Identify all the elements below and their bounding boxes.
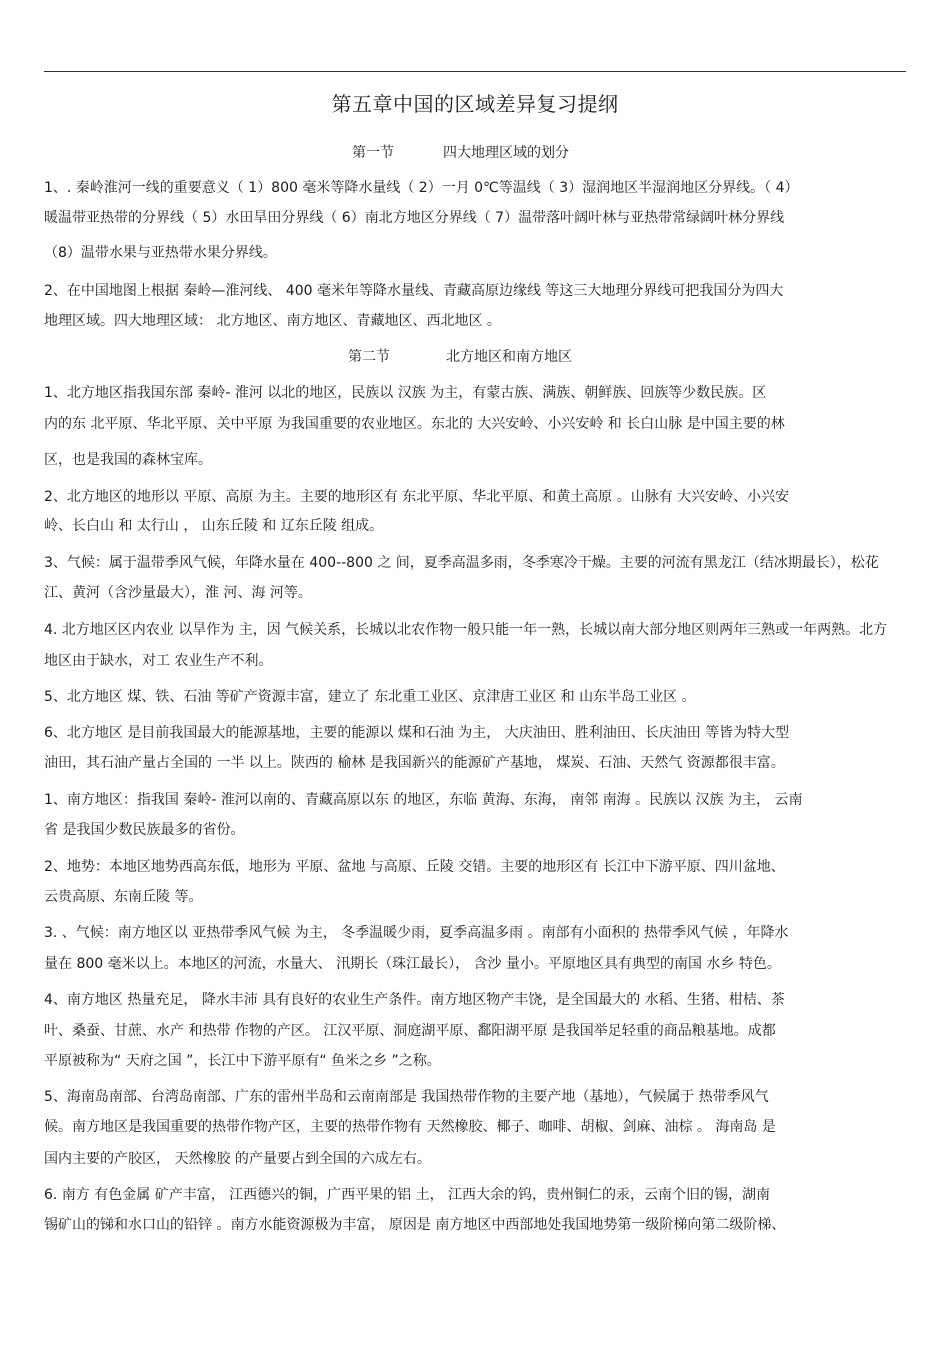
text-line: 国内主要的产胶区， 天然橡胶 的产量要占到全国的六成左右。 — [44, 1151, 431, 1167]
text-line: 2、北方地区的地形以 平原、高原 为主。主要的地形区有 东北平原、华北平原、和黄土高原 。山脉有 大兴安岭、小兴安 — [44, 489, 790, 505]
text-line: 4、南方地区 热量充足， 降水丰沛 具有良好的农业生产条件。南方地区物产丰饶，是全国最大的 水稻、生猪、柑桔、茶 — [44, 992, 785, 1008]
text-line: 省 是我国少数民族最多的省份。 — [44, 822, 245, 838]
text-line: 地区由于缺水，对工 农业生产不利。 — [44, 653, 273, 669]
text-line: 4. 北方地区区内农业 以旱作为 主，因 气候关系，长城以北农作物一般只能一年一熟，长城以南大部分地区则两年三熟或一年两熟。北方 — [44, 622, 888, 638]
text-line: 5、北方地区 煤、铁、石油 等矿产资源丰富，建立了 东北重工业区、京津唐工业区 和 山东半岛工业区 。 — [44, 689, 696, 705]
text-line: 岭、长白山 和 太行山 ， 山东丘陵 和 辽东丘陵 组成。 — [44, 518, 384, 534]
text-line: 江、黄河（含沙量最大），淮 河、海 河等。 — [44, 585, 312, 601]
text-line: 1、南方地区：指我国 秦岭- 淮河以南的、青藏高原以东 的地区，东临 黄海、东海， 南邻 南海 。民族以 汉族 为主， 云南 — [44, 792, 803, 808]
text-line: 2、在中国地图上根据 秦岭—淮河线、 400 毫米年等降水量线、青藏高原边缘线 等这三大地理分界线可把我国分为四大 — [44, 283, 784, 299]
text-line: 量在 800 毫米以上。本地区的河流，水量大、 汛期长（珠江最长）， 含沙 量小。平原地区具有典型的南国 水乡 特色。 — [44, 956, 781, 972]
text-line: 地理区域。四大地理区域： 北方地区、南方地区、青藏地区、西北地区 。 — [44, 313, 501, 329]
text-line: 锡矿山的锑和水口山的铅锌 。南方水能资源极为丰富， 原因是 南方地区中西部地处我国地势第一级阶梯向第二级阶梯、 — [44, 1217, 786, 1233]
text-line: 平原被称为“ 天府之国 ”，长江中下游平原有“ 鱼米之乡 ”之称。 — [44, 1053, 441, 1069]
text-line: 云贵高原、东南丘陵 等。 — [44, 889, 203, 905]
text-line: 1、. 秦岭淮河一线的重要意义（ 1）800 毫米等降水量线（ 2）一月 0℃等温线（ 3）湿润地区半湿润地区分界线。（ 4） — [44, 180, 799, 196]
text-line: 3. 、气候：南方地区以 亚热带季风气候 为主， 冬季温暖少雨，夏季高温多雨 。南部有小面积的 热带季风气候 ，年降水 — [44, 925, 789, 941]
section-2-title: 北方地区和南方地区 — [446, 349, 572, 365]
page-title: 第五章中国的区域差异复习提纲 — [331, 92, 619, 116]
text-line: 叶、桑蚕、甘蔗、水产 和热带 作物的产区。 江汉平原、洞庭湖平原、鄱阳湖平原 是我国举足轻重的商品粮基地。成都 — [44, 1023, 776, 1039]
section-2-number: 第二节 — [348, 349, 390, 365]
text-line: 5、海南岛南部、台湾岛南部、广东的雷州半岛和云南南部是 我国热带作物的主要产地（基地），气候属于 热带季风气 — [44, 1089, 769, 1105]
text-line: 区，也是我国的森林宝库。 — [44, 452, 212, 468]
text-line: 2、地势：本地区地势西高东低，地形为 平原、盆地 与高原、丘陵 交错。主要的地形区有 长江中下游平原、四川盆地、 — [44, 859, 785, 875]
text-line: 候。南方地区是我国重要的热带作物产区，主要的热带作物有 天然橡胶、椰子、咖啡、胡椒、剑麻、油棕 。 海南岛 是 — [44, 1119, 776, 1135]
text-line: 内的东 北平原、华北平原、关中平原 为我国重要的农业地区。东北的 大兴安岭、小兴安岭 和 长白山脉 是中国主要的林 — [44, 416, 785, 432]
text-line: 暖温带亚热带的分界线（ 5）水田旱田分界线（ 6）南北方地区分界线（ 7）温带落叶阔叶林与亚热带常绿阔叶林分界线 — [44, 210, 785, 226]
text-line: 3、气候：属于温带季风气候，年降水量在 400--800 之 间，夏季高温多雨，冬季寒冷干燥。主要的河流有黑龙江（结冰期最长），松花 — [44, 555, 879, 571]
text-line: 1、北方地区指我国东部 秦岭- 淮河 以北的地区，民族以 汉族 为主，有蒙古族、满族、朝鲜族、回族等少数民族。区 — [44, 385, 767, 401]
top-rule — [44, 71, 906, 72]
text-line: 6. 南方 有色金属 矿产丰富， 江西德兴的铜，广西平果的铝 土， 江西大余的钨，贵州铜仁的汞，云南个旧的锡，湖南 — [44, 1187, 771, 1203]
text-line: 6、北方地区 是目前我国最大的能源基地，主要的能源以 煤和石油 为主， 大庆油田、胜利油田、长庆油田 等皆为特大型 — [44, 725, 790, 741]
section-1-title: 四大地理区域的划分 — [443, 145, 569, 161]
section-1-number: 第一节 — [352, 145, 394, 161]
text-line: 油田，其石油产量占全国的 一半 以上。陕西的 榆林 是我国新兴的能源矿产基地， 煤炭、石油、天然气 资源都很丰富。 — [44, 755, 785, 771]
text-line: （8）温带水果与亚热带水果分界线。 — [44, 245, 277, 261]
